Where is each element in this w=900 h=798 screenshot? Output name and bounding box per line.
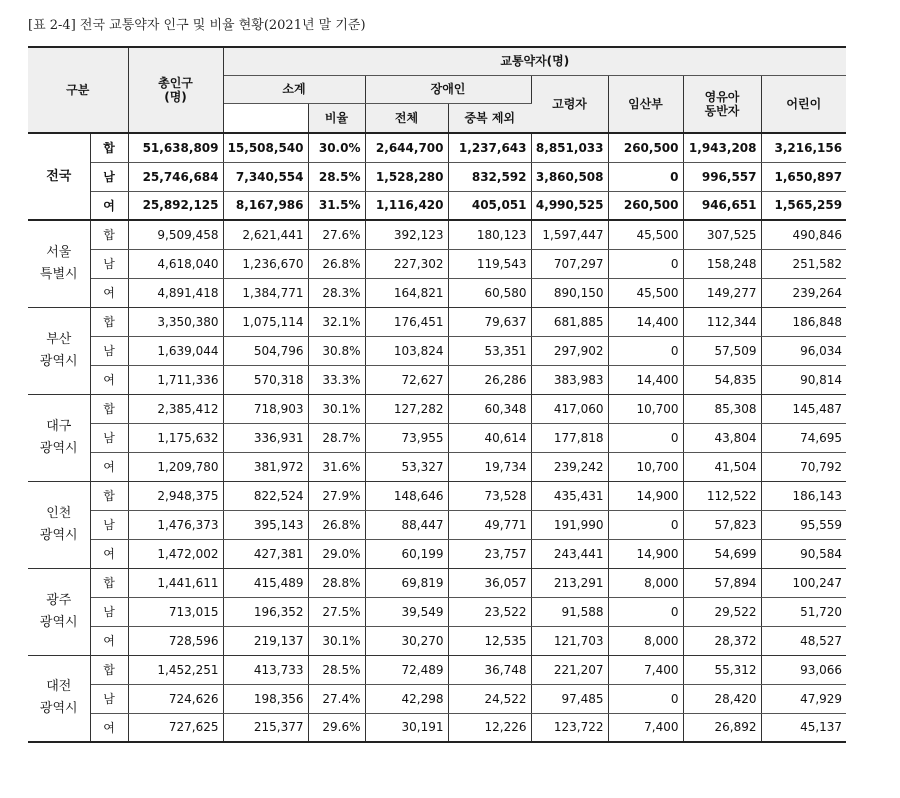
region-group: [28, 481, 846, 568]
cell-infant: 946,651: [683, 191, 761, 220]
cell-subtotal: 219,137: [223, 626, 308, 655]
cell-children: 100,247: [761, 568, 846, 597]
sex-cell: 남: [90, 162, 128, 191]
cell-total: 1,472,002: [128, 539, 223, 568]
cell-dis-all: 72,627: [365, 365, 448, 394]
sex-cell: 여: [90, 539, 128, 568]
region-name-part: 전국: [46, 168, 72, 184]
sex-cell: 남: [90, 597, 128, 626]
cell-total: 728,596: [128, 626, 223, 655]
cell-dis-all: 1,528,280: [365, 162, 448, 191]
cell-children: 47,929: [761, 684, 846, 713]
header-children: 어린이: [761, 75, 846, 133]
header-subtotal-value: [223, 103, 308, 133]
region-name-part: 서울: [46, 244, 72, 260]
cell-dis-excl: 119,543: [448, 249, 531, 278]
cell-dis-excl: 1,237,643: [448, 133, 531, 162]
cell-children: 95,559: [761, 510, 846, 539]
cell-dis-all: 103,824: [365, 336, 448, 365]
cell-ratio: 29.6%: [308, 713, 365, 742]
table-row: [28, 191, 846, 220]
cell-elderly: 221,207: [531, 655, 608, 684]
sex-cell: 여: [90, 365, 128, 394]
cell-dis-all: 164,821: [365, 278, 448, 307]
region-name-part: 광역시: [39, 440, 78, 456]
cell-children: 70,792: [761, 452, 846, 481]
cell-pregnant: 8,000: [608, 568, 683, 597]
cell-dis-excl: 40,614: [448, 423, 531, 452]
cell-total: 2,385,412: [128, 394, 223, 423]
region-group: [28, 394, 846, 481]
cell-elderly: 3,860,508: [531, 162, 608, 191]
cell-pregnant: 8,000: [608, 626, 683, 655]
region-name: [28, 394, 90, 481]
cell-total: 724,626: [128, 684, 223, 713]
table-row: [28, 713, 846, 742]
cell-dis-all: 30,191: [365, 713, 448, 742]
header-ratio: 비율: [308, 103, 365, 133]
cell-total: 4,891,418: [128, 278, 223, 307]
region-name-part: 광역시: [39, 701, 78, 717]
cell-infant: 43,804: [683, 423, 761, 452]
cell-children: 145,487: [761, 394, 846, 423]
header-infant-line2: 동반자: [704, 103, 740, 118]
cell-ratio: 30.1%: [308, 394, 365, 423]
cell-dis-all: 60,199: [365, 539, 448, 568]
cell-dis-all: 73,955: [365, 423, 448, 452]
cell-total: 713,015: [128, 597, 223, 626]
cell-infant: 54,835: [683, 365, 761, 394]
cell-pregnant: 10,700: [608, 394, 683, 423]
sex-cell: 여: [90, 713, 128, 742]
cell-pregnant: 45,500: [608, 220, 683, 249]
cell-total: 4,618,040: [128, 249, 223, 278]
cell-subtotal: 2,621,441: [223, 220, 308, 249]
cell-children: 90,814: [761, 365, 846, 394]
region-group: [28, 133, 846, 220]
cell-children: 3,216,156: [761, 133, 846, 162]
cell-dis-excl: 180,123: [448, 220, 531, 249]
sex-cell: 남: [90, 423, 128, 452]
sex-cell: 합: [90, 133, 128, 162]
cell-pregnant: 14,900: [608, 539, 683, 568]
cell-elderly: 243,441: [531, 539, 608, 568]
header-infant-line1: 영유아: [704, 89, 740, 104]
cell-elderly: 417,060: [531, 394, 608, 423]
cell-elderly: 890,150: [531, 278, 608, 307]
table-row: [28, 307, 846, 336]
sex-cell: 여: [90, 626, 128, 655]
cell-total: 1,441,611: [128, 568, 223, 597]
sex-cell: 여: [90, 278, 128, 307]
cell-ratio: 31.5%: [308, 191, 365, 220]
table-row: [28, 365, 846, 394]
cell-total: 1,711,336: [128, 365, 223, 394]
cell-total: 1,175,632: [128, 423, 223, 452]
cell-dis-excl: 73,528: [448, 481, 531, 510]
region-name: [28, 655, 90, 742]
cell-elderly: 191,990: [531, 510, 608, 539]
cell-dis-all: 53,327: [365, 452, 448, 481]
cell-children: 251,582: [761, 249, 846, 278]
cell-infant: 149,277: [683, 278, 761, 307]
cell-total: 9,509,458: [128, 220, 223, 249]
cell-infant: 26,892: [683, 713, 761, 742]
cell-infant: 112,522: [683, 481, 761, 510]
cell-dis-excl: 79,637: [448, 307, 531, 336]
cell-children: 1,650,897: [761, 162, 846, 191]
sex-cell: 합: [90, 568, 128, 597]
region-name: [28, 220, 90, 307]
cell-children: 239,264: [761, 278, 846, 307]
header-subtotal: 소계: [223, 75, 365, 103]
cell-dis-excl: 53,351: [448, 336, 531, 365]
cell-ratio: 30.8%: [308, 336, 365, 365]
cell-elderly: 123,722: [531, 713, 608, 742]
region-name-part: 광역시: [39, 614, 78, 630]
region-name-part: 대전: [46, 679, 72, 695]
cell-subtotal: 415,489: [223, 568, 308, 597]
cell-infant: 57,894: [683, 568, 761, 597]
table-row: [28, 162, 846, 191]
cell-total: 25,892,125: [128, 191, 223, 220]
cell-total: 1,209,780: [128, 452, 223, 481]
cell-subtotal: 822,524: [223, 481, 308, 510]
cell-ratio: 29.0%: [308, 539, 365, 568]
cell-children: 51,720: [761, 597, 846, 626]
table-row: [28, 220, 846, 249]
cell-dis-excl: 832,592: [448, 162, 531, 191]
cell-elderly: 707,297: [531, 249, 608, 278]
cell-pregnant: 10,700: [608, 452, 683, 481]
cell-dis-all: 392,123: [365, 220, 448, 249]
table-header: [28, 47, 846, 133]
header-total-pop-line2: (명): [164, 90, 187, 104]
cell-ratio: 30.1%: [308, 626, 365, 655]
cell-elderly: 91,588: [531, 597, 608, 626]
cell-infant: 57,509: [683, 336, 761, 365]
cell-infant: 996,557: [683, 162, 761, 191]
cell-ratio: 30.0%: [308, 133, 365, 162]
sex-cell: 남: [90, 249, 128, 278]
cell-total: 25,746,684: [128, 162, 223, 191]
region-name-part: 인천: [46, 505, 72, 521]
cell-subtotal: 215,377: [223, 713, 308, 742]
cell-dis-excl: 36,057: [448, 568, 531, 597]
cell-infant: 28,420: [683, 684, 761, 713]
table-row: [28, 249, 846, 278]
cell-dis-all: 42,298: [365, 684, 448, 713]
cell-pregnant: 0: [608, 510, 683, 539]
header-elderly: 고령자: [531, 75, 608, 133]
cell-total: 51,638,809: [128, 133, 223, 162]
cell-infant: 1,943,208: [683, 133, 761, 162]
cell-subtotal: 381,972: [223, 452, 308, 481]
cell-children: 48,527: [761, 626, 846, 655]
cell-pregnant: 0: [608, 162, 683, 191]
cell-total: 1,476,373: [128, 510, 223, 539]
cell-dis-excl: 24,522: [448, 684, 531, 713]
cell-ratio: 28.8%: [308, 568, 365, 597]
header-gubun: 구분: [28, 47, 128, 133]
cell-pregnant: 7,400: [608, 655, 683, 684]
cell-dis-all: 88,447: [365, 510, 448, 539]
cell-children: 490,846: [761, 220, 846, 249]
cell-elderly: 121,703: [531, 626, 608, 655]
cell-subtotal: 8,167,986: [223, 191, 308, 220]
region-name: [28, 307, 90, 394]
cell-dis-all: 30,270: [365, 626, 448, 655]
table-row: [28, 597, 846, 626]
cell-elderly: 681,885: [531, 307, 608, 336]
cell-ratio: 27.5%: [308, 597, 365, 626]
cell-subtotal: 1,236,670: [223, 249, 308, 278]
cell-dis-excl: 23,522: [448, 597, 531, 626]
header-pregnant: 임산부: [608, 75, 683, 133]
region-name-part: 광역시: [39, 353, 78, 369]
table-row: [28, 539, 846, 568]
cell-ratio: 31.6%: [308, 452, 365, 481]
cell-ratio: 33.3%: [308, 365, 365, 394]
cell-dis-excl: 12,226: [448, 713, 531, 742]
cell-dis-all: 2,644,700: [365, 133, 448, 162]
table-row: [28, 481, 846, 510]
region-group: [28, 307, 846, 394]
cell-infant: 158,248: [683, 249, 761, 278]
region-name-part: 광주: [46, 592, 72, 608]
table-row: [28, 336, 846, 365]
sex-cell: 남: [90, 684, 128, 713]
region-name-part: 대구: [46, 418, 72, 434]
table-row: [28, 394, 846, 423]
cell-infant: 28,372: [683, 626, 761, 655]
header-total-pop-line1: 총인구: [158, 76, 193, 90]
cell-subtotal: 504,796: [223, 336, 308, 365]
cell-ratio: 26.8%: [308, 510, 365, 539]
cell-total: 3,350,380: [128, 307, 223, 336]
cell-total: 1,452,251: [128, 655, 223, 684]
cell-children: 96,034: [761, 336, 846, 365]
cell-children: 93,066: [761, 655, 846, 684]
cell-pregnant: 45,500: [608, 278, 683, 307]
cell-ratio: 32.1%: [308, 307, 365, 336]
cell-pregnant: 260,500: [608, 191, 683, 220]
cell-pregnant: 7,400: [608, 713, 683, 742]
cell-dis-all: 72,489: [365, 655, 448, 684]
region-name-part: 광역시: [39, 527, 78, 543]
cell-subtotal: 15,508,540: [223, 133, 308, 162]
header-total-pop: [128, 47, 223, 133]
cell-dis-excl: 60,580: [448, 278, 531, 307]
cell-total: 727,625: [128, 713, 223, 742]
cell-elderly: 213,291: [531, 568, 608, 597]
cell-dis-all: 69,819: [365, 568, 448, 597]
cell-elderly: 8,851,033: [531, 133, 608, 162]
cell-elderly: 4,990,525: [531, 191, 608, 220]
cell-dis-all: 227,302: [365, 249, 448, 278]
region-name-part: 부산: [46, 331, 72, 347]
cell-elderly: 383,983: [531, 365, 608, 394]
cell-ratio: 28.5%: [308, 162, 365, 191]
cell-total: 1,639,044: [128, 336, 223, 365]
region-group: [28, 568, 846, 655]
cell-pregnant: 0: [608, 597, 683, 626]
region-name-part: 특별시: [39, 266, 78, 282]
cell-dis-excl: 36,748: [448, 655, 531, 684]
cell-elderly: 97,485: [531, 684, 608, 713]
cell-dis-excl: 49,771: [448, 510, 531, 539]
cell-infant: 57,823: [683, 510, 761, 539]
cell-subtotal: 570,318: [223, 365, 308, 394]
cell-dis-excl: 19,734: [448, 452, 531, 481]
region-group: [28, 220, 846, 307]
cell-infant: 55,312: [683, 655, 761, 684]
cell-pregnant: 14,900: [608, 481, 683, 510]
table-row: [28, 133, 846, 162]
cell-subtotal: 413,733: [223, 655, 308, 684]
cell-subtotal: 7,340,554: [223, 162, 308, 191]
cell-infant: 54,699: [683, 539, 761, 568]
cell-elderly: 297,902: [531, 336, 608, 365]
table-row: [28, 684, 846, 713]
cell-subtotal: 198,356: [223, 684, 308, 713]
cell-subtotal: 395,143: [223, 510, 308, 539]
cell-pregnant: 0: [608, 336, 683, 365]
cell-ratio: 27.4%: [308, 684, 365, 713]
cell-elderly: 177,818: [531, 423, 608, 452]
cell-ratio: 28.5%: [308, 655, 365, 684]
cell-pregnant: 14,400: [608, 307, 683, 336]
cell-pregnant: 0: [608, 249, 683, 278]
header-infant: [683, 75, 761, 133]
cell-dis-all: 127,282: [365, 394, 448, 423]
sex-cell: 합: [90, 655, 128, 684]
transport-weak-population-table: [28, 46, 846, 743]
header-disabled: 장애인: [365, 75, 531, 103]
cell-subtotal: 336,931: [223, 423, 308, 452]
sex-cell: 남: [90, 336, 128, 365]
table-row: [28, 510, 846, 539]
header-disabled-all: 전체: [365, 103, 448, 133]
cell-dis-excl: 60,348: [448, 394, 531, 423]
region-group: [28, 655, 846, 742]
cell-ratio: 28.3%: [308, 278, 365, 307]
cell-children: 90,584: [761, 539, 846, 568]
cell-dis-all: 1,116,420: [365, 191, 448, 220]
region-name: [28, 568, 90, 655]
cell-infant: 112,344: [683, 307, 761, 336]
region-name: [28, 481, 90, 568]
cell-pregnant: 0: [608, 684, 683, 713]
cell-subtotal: 196,352: [223, 597, 308, 626]
cell-subtotal: 718,903: [223, 394, 308, 423]
table-row: [28, 568, 846, 597]
cell-infant: 85,308: [683, 394, 761, 423]
header-transport-weak: 교통약자(명): [223, 47, 846, 75]
cell-subtotal: 427,381: [223, 539, 308, 568]
cell-dis-excl: 12,535: [448, 626, 531, 655]
cell-ratio: 28.7%: [308, 423, 365, 452]
header-disabled-excl: 중복 제외: [448, 103, 531, 133]
sex-cell: 합: [90, 481, 128, 510]
table-row: [28, 452, 846, 481]
cell-dis-all: 39,549: [365, 597, 448, 626]
cell-subtotal: 1,075,114: [223, 307, 308, 336]
sex-cell: 여: [90, 191, 128, 220]
cell-elderly: 435,431: [531, 481, 608, 510]
cell-ratio: 27.9%: [308, 481, 365, 510]
table-row: [28, 626, 846, 655]
cell-total: 2,948,375: [128, 481, 223, 510]
cell-dis-excl: 23,757: [448, 539, 531, 568]
table-row: [28, 655, 846, 684]
cell-infant: 41,504: [683, 452, 761, 481]
cell-dis-excl: 26,286: [448, 365, 531, 394]
cell-pregnant: 0: [608, 423, 683, 452]
cell-infant: 307,525: [683, 220, 761, 249]
cell-pregnant: 260,500: [608, 133, 683, 162]
cell-dis-excl: 405,051: [448, 191, 531, 220]
region-name: [28, 133, 90, 220]
cell-children: 45,137: [761, 713, 846, 742]
cell-ratio: 27.6%: [308, 220, 365, 249]
sex-cell: 남: [90, 510, 128, 539]
table-row: [28, 423, 846, 452]
cell-ratio: 26.8%: [308, 249, 365, 278]
cell-elderly: 239,242: [531, 452, 608, 481]
cell-dis-all: 148,646: [365, 481, 448, 510]
cell-children: 1,565,259: [761, 191, 846, 220]
sex-cell: 합: [90, 394, 128, 423]
sex-cell: 합: [90, 307, 128, 336]
table-row: [28, 278, 846, 307]
cell-children: 186,848: [761, 307, 846, 336]
cell-infant: 29,522: [683, 597, 761, 626]
cell-subtotal: 1,384,771: [223, 278, 308, 307]
table-caption: [표 2-4] 전국 교통약자 인구 및 비율 현황(2021년 말 기준): [28, 18, 366, 33]
cell-dis-all: 176,451: [365, 307, 448, 336]
cell-children: 74,695: [761, 423, 846, 452]
cell-children: 186,143: [761, 481, 846, 510]
sex-cell: 합: [90, 220, 128, 249]
cell-elderly: 1,597,447: [531, 220, 608, 249]
cell-pregnant: 14,400: [608, 365, 683, 394]
sex-cell: 여: [90, 452, 128, 481]
